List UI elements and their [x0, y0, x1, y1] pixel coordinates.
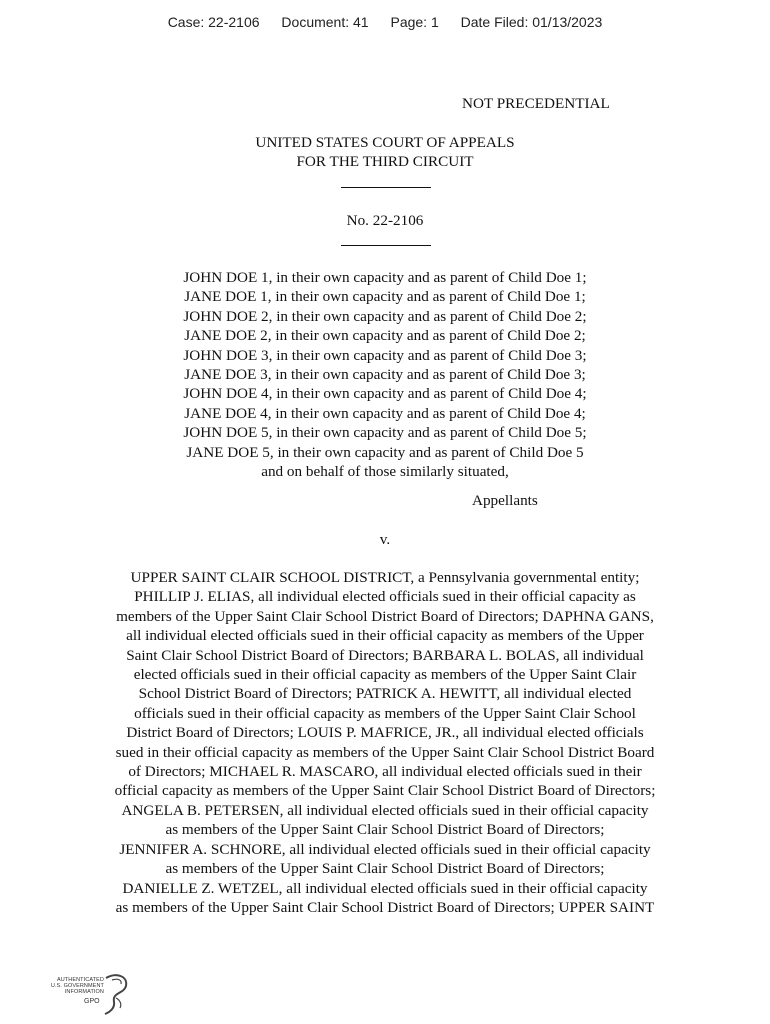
gpo-seal-line: U.S. GOVERNMENT — [50, 983, 104, 989]
gpo-mark: GPO — [84, 998, 100, 1005]
appellants-list — [0, 268, 770, 481]
appellees-list — [0, 568, 770, 917]
court-name-line-1: UNITED STATES COURT OF APPEALS — [255, 134, 515, 151]
appellee-line: JENNIFER A. SCHNORE, all individual elected officials sued in their official capacity — [119, 840, 651, 858]
date-filed: Date Filed: 01/13/2023 — [460, 14, 603, 30]
appellee-line: as members of the Upper Saint Clair School District Board of Directors; — [165, 860, 605, 878]
court-name-line-2: FOR THE THIRD CIRCUIT — [296, 153, 474, 171]
document-number: Document: 41 — [281, 14, 369, 30]
gpo-seal-line: INFORMATION — [64, 989, 104, 995]
appellants-role: Appellants — [472, 492, 538, 509]
precedential-status: NOT PRECEDENTIAL — [462, 95, 610, 112]
versus: v. — [379, 531, 391, 548]
appellant-line: JANE DOE 2, in their own capacity and as parent of Child Doe 2; — [184, 327, 586, 345]
appellee-line: UPPER SAINT CLAIR SCHOOL DISTRICT, a Pennsylvania governmental entity; — [130, 569, 640, 586]
appellee-line: Saint Clair School District Board of Directors; BARBARA L. BOLAS, all individual — [126, 646, 644, 664]
appellee-line: District Board of Directors; LOUIS P. MAFRICE, JR., all individual elected officials — [126, 724, 644, 742]
divider-rule — [341, 245, 431, 246]
appellant-line: JANE DOE 4, in their own capacity and as parent of Child Doe 4; — [184, 404, 586, 422]
appellee-line: as members of the Upper Saint Clair School District Board of Directors; UPPER SAINT — [115, 898, 655, 916]
appellant-line: JOHN DOE 3, in their own capacity and as parent of Child Doe 3; — [183, 346, 587, 364]
appellee-line: sued in their official capacity as members of the Upper Saint Clair School District Board — [115, 743, 655, 761]
appellant-line: JANE DOE 5, in their own capacity and as parent of Child Doe 5 — [186, 443, 584, 461]
appellee-line: official capacity as members of the Upper Saint Clair School District Board of Directors; — [114, 782, 656, 800]
appellee-line: as members of the Upper Saint Clair School District Board of Directors; — [165, 821, 605, 839]
appellant-line: JOHN DOE 4, in their own capacity and as parent of Child Doe 4; — [183, 385, 587, 403]
appellant-line: JOHN DOE 5, in their own capacity and as parent of Child Doe 5; — [183, 424, 587, 442]
appellee-line: all individual elected officials sued in their official capacity as members of the Upper — [126, 627, 644, 645]
gpo-seal-text — [44, 977, 104, 995]
page-number: Page: 1 — [390, 14, 439, 30]
gpo-seal-line: AUTHENTICATED — [56, 977, 104, 983]
appellant-line: and on behalf of those similarly situated, — [261, 463, 509, 481]
appellee-line: members of the Upper Saint Clair School District Board of Directors; DAPHNA GANS, — [116, 607, 654, 625]
appellee-line: officials sued in their official capacity as members of the Upper Saint Clair School — [134, 704, 636, 722]
appellee-line: DANIELLE Z. WETZEL, all individual elected officials sued in their official capacity — [122, 879, 648, 897]
case-number: Case: 22-2106 — [167, 14, 260, 30]
appellant-line: JOHN DOE 1, in their own capacity and as parent of Child Doe 1; — [183, 269, 587, 286]
appellee-line: elected officials sued in their official capacity as members of the Upper Saint Clair — [133, 666, 637, 684]
filing-header — [0, 14, 770, 30]
appellee-line: PHILLIP J. ELIAS, all individual elected officials sued in their official capacity as — [134, 588, 636, 606]
divider-rule — [341, 187, 431, 188]
appellee-line: of Directors; MICHAEL R. MASCARO, all individual elected officials sued in their — [128, 763, 642, 781]
court-name — [0, 133, 770, 172]
appellant-line: JANE DOE 3, in their own capacity and as parent of Child Doe 3; — [184, 366, 586, 384]
docket-number: No. 22-2106 — [346, 212, 424, 229]
eagle-icon — [102, 972, 130, 1016]
gpo-authentication-seal — [44, 972, 134, 1016]
appellee-line: School District Board of Directors; PATRICK A. HEWITT, all individual elected — [138, 685, 632, 703]
appellant-line: JOHN DOE 2, in their own capacity and as parent of Child Doe 2; — [183, 307, 587, 325]
appellant-line: JANE DOE 1, in their own capacity and as parent of Child Doe 1; — [184, 288, 586, 306]
appellee-line: ANGELA B. PETERSEN, all individual elected officials sued in their official capacity — [121, 801, 649, 819]
